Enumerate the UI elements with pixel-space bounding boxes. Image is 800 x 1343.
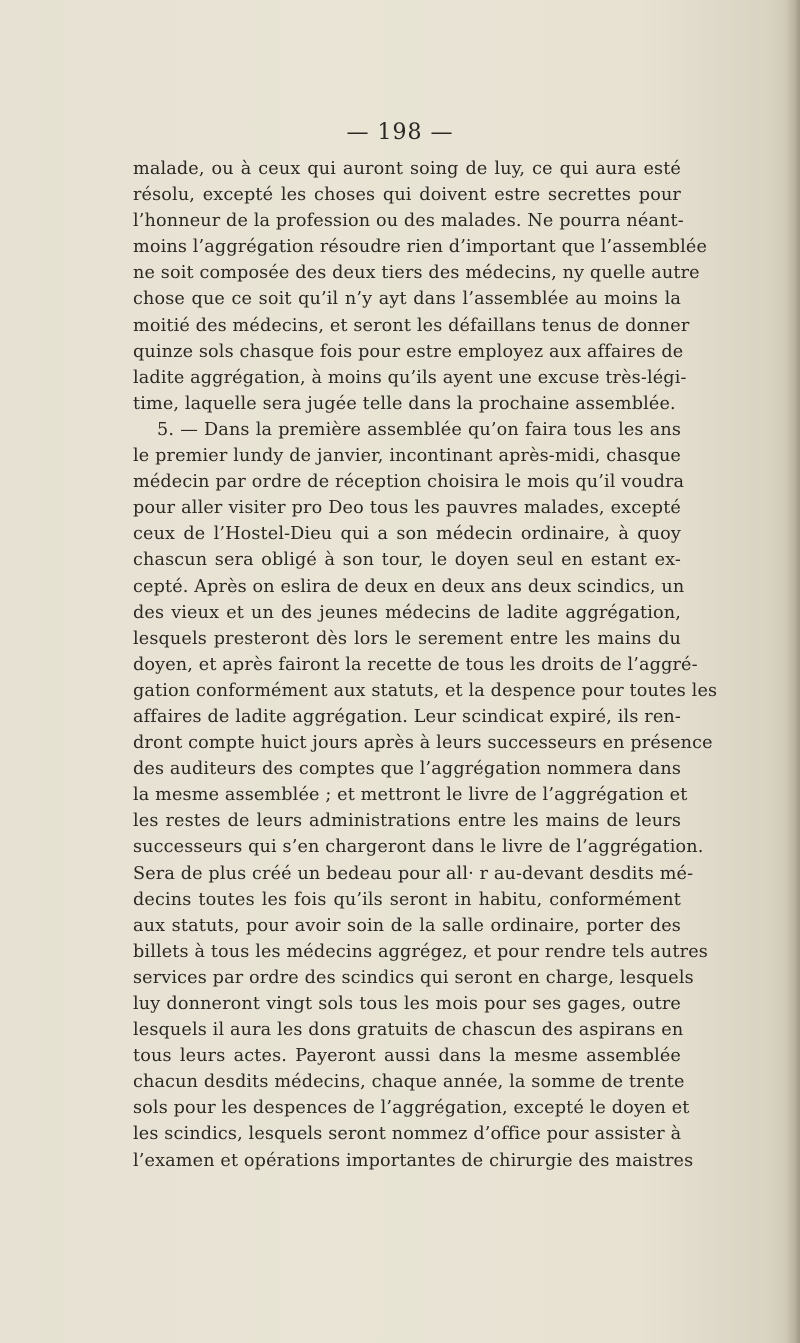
text-line: affaires de ladite aggrégation. Leur scindicat expiré, ils ren- (133, 706, 681, 727)
text-line: chacun desdits médecins, chaque année, la somme de trente (133, 1072, 685, 1093)
text-line: chascun sera obligé à son tour, le doyen seul en estant ex- (133, 550, 681, 571)
text-line: aux statuts, pour avoir soin de la salle ordinaire, porter des (133, 915, 681, 936)
body-text (133, 156, 718, 1174)
page-number: — 198 — (346, 120, 454, 145)
text-line: time, laquelle sera jugée telle dans la prochaine assemblée. (133, 393, 676, 414)
text-line: le premier lundy de janvier, incontinant après-midi, chasque (133, 446, 681, 467)
text-line: tous leurs actes. Payeront aussi dans la mesme assemblée (133, 1046, 681, 1067)
text-line: decins toutes les fois qu’ils seront in habitu, conformément (133, 889, 681, 910)
text-line: ceux de l’Hostel-Dieu qui a son médecin ordinaire, à quoy (133, 524, 681, 545)
text-line: billets à tous les médecins aggrégez, et pour rendre tels autres (133, 941, 708, 962)
text-line: services par ordre des scindics qui seront en charge, lesquels (133, 967, 694, 988)
text-line: les scindics, lesquels seront nommez d’office pour assister à (133, 1124, 682, 1145)
text-line: chose que ce soit qu’il n’y ayt dans l’assemblée au moins la (133, 289, 681, 310)
text-line: Sera de plus créé un bedeau pour all· r au-devant desdits mé- (133, 863, 694, 884)
text-line: lesquels il aura les dons gratuits de chascun des aspirans en (133, 1020, 684, 1041)
text-line: malade, ou à ceux qui auront soing de luy, ce qui aura esté (133, 159, 681, 179)
text-line: la mesme assemblée ; et mettront le livre de l’aggrégation et (133, 785, 688, 806)
text-line: pour aller visiter pro Deo tous les pauvres malades, excepté (133, 498, 681, 519)
text-line: dront compte huict jours après à leurs successeurs en présence (133, 733, 713, 754)
text-line: des vieux et un des jeunes médecins de ladite aggrégation, (133, 602, 681, 623)
text-line: moitié des médecins, et seront les défaillans tenus de donner (133, 315, 690, 336)
text-line: doyen, et après fairont la recette de tous les droits de l’aggré- (133, 654, 698, 675)
text-line: les restes de leurs administrations entre les mains de leurs (133, 811, 681, 832)
text-line: sols pour les despences de l’aggrégation, excepté le doyen et (133, 1098, 690, 1119)
text-line: résolu, excepté les choses qui doivent estre secrettes pour (133, 185, 681, 206)
paragraph-start-line: 5. — Dans la première assemblée qu’on faira tous les ans (157, 419, 681, 440)
text-line: l’examen et opérations importantes de chirurgie des maistres (133, 1150, 694, 1171)
text-line: lesquels presteront dès lors le serement entre les mains du (133, 628, 681, 649)
text-line: l’honneur de la profession ou des malades. Ne pourra néant- (133, 211, 684, 232)
text-line: successeurs qui s’en chargeront dans le livre de l’aggrégation. (133, 837, 704, 858)
text-line: ne soit composée des deux tiers des médecins, ny quelle autre (133, 263, 700, 284)
text-line: moins l’aggrégation résoudre rien d’important que l’assemblée (133, 237, 708, 258)
text-line: des auditeurs des comptes que l’aggrégation nommera dans (133, 759, 681, 780)
text-line: luy donneront vingt sols tous les mois pour ses gages, outre (133, 994, 681, 1014)
text-line: ladite aggrégation, à moins qu’ils ayent une excuse très-légi- (133, 367, 687, 388)
text-line: quinze sols chasque fois pour estre employez aux affaires de (133, 341, 684, 362)
text-line: médecin par ordre de réception choisira le mois qu’il voudra (133, 472, 685, 493)
text-line: cepté. Après on eslira de deux en deux ans deux scindics, un (133, 576, 685, 597)
text-line: gation conformément aux statuts, et la despence pour toutes les (133, 680, 718, 701)
page-edge-shadow (786, 0, 800, 1343)
